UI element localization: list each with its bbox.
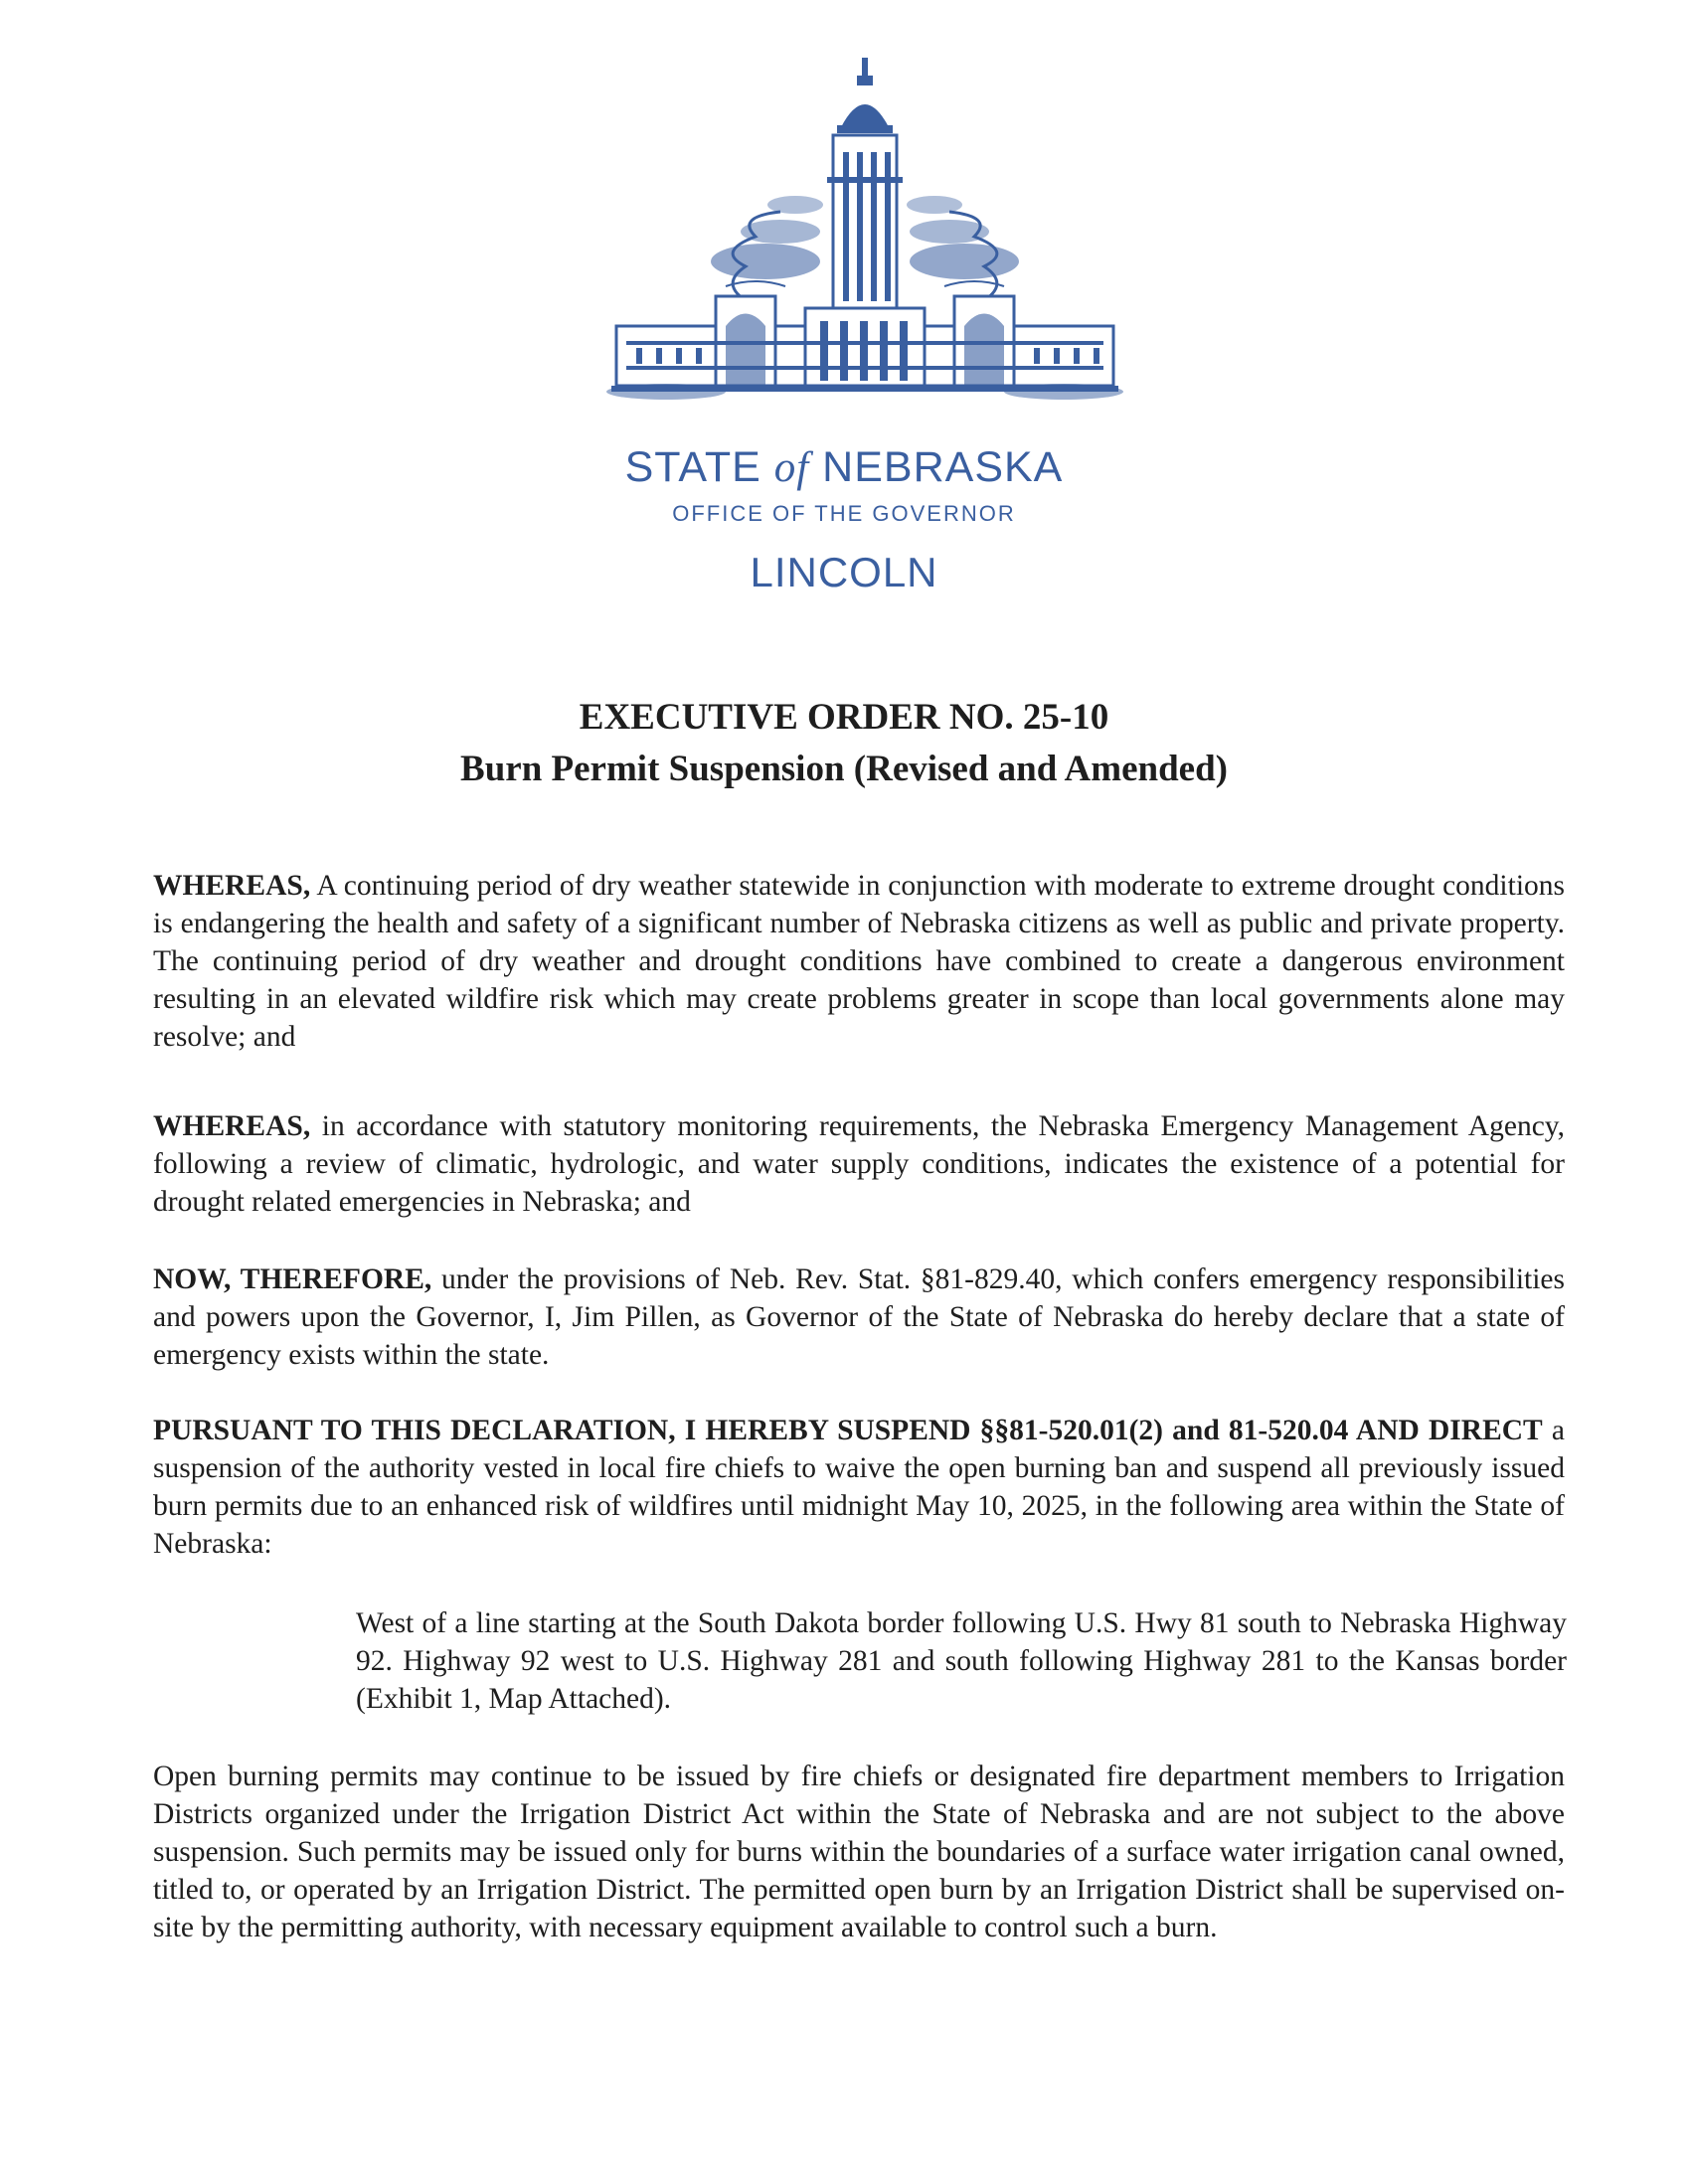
paragraph-lead: WHEREAS, <box>153 870 311 902</box>
state-name: NEBRASKA <box>822 443 1064 491</box>
capitol-building-icon <box>606 58 1123 416</box>
paragraph-text: in accordance with statutory monitoring requirements, the Nebraska Emergency Management Agency, following a review of climatic, hydrologic, and water supply conditions, indicates the existence of a potential for drought related emergencies in Nebraska; and <box>153 1110 1565 1218</box>
paragraph-whereas-2 <box>153 1107 1565 1221</box>
city-heading: LINCOLN <box>750 549 938 595</box>
paragraph-lead: WHEREAS, <box>153 1110 311 1142</box>
state-heading <box>0 443 1688 492</box>
paragraph-lead: NOW, THEREFORE, <box>153 1263 432 1295</box>
closing-paragraph: Open burning permits may continue to be issued by fire chiefs or designated fire department members to Irrigation Districts organized under the Irrigation District Act within the State of Nebraska and are not subject to the above suspension. Such permits may be issued only for burns within the boundaries of a surface water irrigation canal owned, titled to, or operated by an Irrigation District. The permitted open burn by an Irrigation District shall be supervised on-site by the permitting authority, with necessary equipment available to control such a burn. <box>153 1761 1565 1943</box>
paragraph-lead: PURSUANT TO THIS DECLARATION, I HEREBY SUSPEND §§81-520.01(2) and 81-520.04 AND DIRECT <box>153 1415 1543 1446</box>
paragraph-text: A continuing period of dry weather statewide in conjunction with moderate to extreme drought conditions is endangering the health and safety of a significant number of Nebraska citizens as well as public and private property. The continuing period of dry weather and drought conditions have combined to create a dangerous environment resulting in an elevated wildfire risk which may create problems greater in scope than local governments alone may resolve; and <box>153 870 1565 1053</box>
order-title: EXECUTIVE ORDER NO. 25-10 <box>579 697 1109 738</box>
paragraph-text: a suspension of the authority vested in local fire chiefs to waive the open burning ban and suspend all previously issued burn permits due to an enhanced risk of wildfires until midnight May 10, 2025, in the following area within the State of Nebraska: <box>153 1415 1565 1560</box>
office-heading: OFFICE OF THE GOVERNOR <box>672 501 1016 526</box>
paragraph-now-therefore <box>153 1260 1565 1374</box>
paragraph-whereas-1 <box>153 867 1565 1056</box>
paragraph-text: under the provisions of Neb. Rev. Stat. §81-829.40, which confers emergency responsibilities and powers upon the Governor, I, Jim Pillen, as Governor of the State of Nebraska do hereby declare that a state of emergency exists within the state. <box>153 1263 1565 1371</box>
order-subtitle: Burn Permit Suspension (Revised and Amended) <box>460 749 1228 789</box>
area-description: West of a line starting at the South Dakota border following U.S. Hwy 81 south to Nebraska Highway 92. Highway 92 west to U.S. Highway 281 and south following Highway 281 to the Kansas border (Exhibit 1, Map Attached). <box>356 1607 1567 1715</box>
state-prefix: STATE <box>624 443 761 491</box>
state-of: of <box>773 444 810 491</box>
paragraph-pursuant <box>153 1412 1565 1563</box>
